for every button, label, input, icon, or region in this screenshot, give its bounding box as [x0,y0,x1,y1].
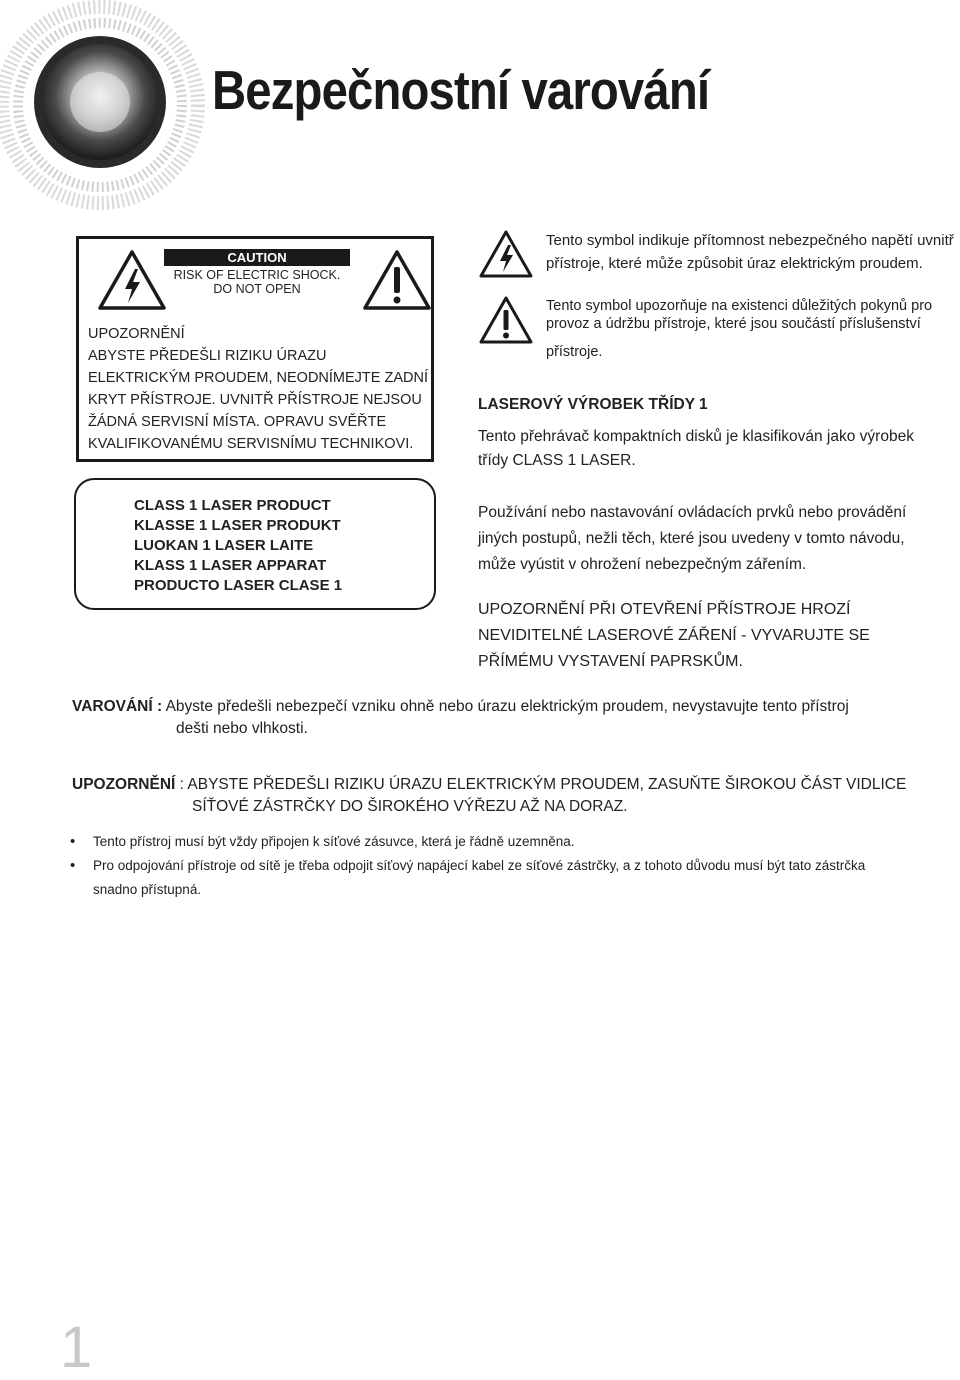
text-line: PŘÍMÉMU VYSTAVENÍ PAPRSKŮM. [478,653,743,670]
caution-line-1: RISK OF ELECTRIC SHOCK. [173,268,341,282]
laser-class-label-box [74,478,436,610]
plug-caution [72,774,906,818]
list-item [70,854,865,902]
caution-text: : ABYSTE PŘEDEŠLI RIZIKU ÚRAZU ELEKTRICKÝM PROUDEM, ZASUŇTE ŠIROKOU ČÁST VIDLICE [175,776,907,793]
list-item-text: • Tento přístroj musí být vždy připojen k síťové zásuvce, která je řádně uzemněna. [93,834,575,849]
text-line: jiných postupů, nežli těch, které jsou uvedeny v tomto návodu, [478,530,905,547]
caution-text-line: ABYSTE PŘEDEŠLI RIZIKU ÚRAZU [88,348,327,364]
warning-text: Abyste předešli nebezpečí vzniku ohně nebo úrazu elektrickým proudem, nevystavujte tento přístroj [162,698,849,715]
caution-label [164,249,350,296]
voltage-symbol-description [546,229,954,275]
text-line: Tento přehrávač kompaktních disků je klasifikován jako výrobek [478,428,914,445]
laser-class-lines [134,496,342,596]
list-item [70,830,865,854]
text-line: třídy CLASS 1 LASER. [478,452,636,469]
laser-class-line: KLASS 1 LASER APPARAT [134,557,327,574]
text-line: přístroje, které může způsobit úraz elektrickým proudem. [546,255,923,272]
caution-line-2: DO NOT OPEN [213,282,301,296]
warning-label: VAROVÁNÍ : [72,698,163,715]
caution-label-text: UPOZORNĚNÍ [72,776,176,793]
text-line: UPOZORNĚNÍ PŘI OTEVŘENÍ PŘÍSTROJE HROZÍ [478,601,851,618]
warning-text-continued: dešti nebo vlhkosti. [176,720,308,737]
page-title: Bezpečnostní varování [212,59,710,121]
laser-class-line: KLASSE 1 LASER PRODUKT [134,517,341,534]
fire-shock-warning [72,696,849,740]
caution-title: CAUTION [164,249,350,266]
page-number: 1 [60,1315,93,1380]
caution-text-line: UPOZORNĚNÍ [88,326,185,342]
text-line: Tento symbol upozorňuje na existenci důležitých pokynů pro [546,298,933,314]
open-device-warning [478,597,870,675]
caution-text-continued: SÍŤOVÉ ZÁSTRČKY DO ŠIROKÉHO VÝŘEZU AŽ NA DORAZ. [192,798,628,815]
bullet-list [70,830,865,902]
list-item-text: • Pro odpojování přístroje od sítě je třeba odpojit síťový napájecí kabel ze síťové zástrčky, a z tohoto důvodu musí být tato zástrčka [93,858,866,873]
text-line: Tento symbol indikuje přítomnost nebezpečného napětí uvnitř [546,232,954,249]
text-line: může vyústit v ohrožení nebezpečným zářením. [478,556,807,573]
caution-text-line: KRYT PŘÍSTROJE. UVNITŘ PŘÍSTROJE NEJSOU [88,392,422,408]
exclamation-triangle-icon [362,249,432,311]
laser-description [478,425,914,473]
exclamation-triangle-icon [478,295,534,345]
caution-text-line: ELEKTRICKÝM PROUDEM, NEODNÍMEJTE ZADNÍ [88,370,428,386]
laser-class-line: PRODUCTO LASER CLASE 1 [134,577,343,594]
text-line: přístroje. [546,344,603,360]
controls-warning [478,500,906,578]
caution-text-line: KVALIFIKOVANÉMU SERVISNÍMU TECHNIKOVI. [88,436,414,452]
caution-box [76,236,434,462]
text-line: provoz a údržbu přístroje, které jsou součástí příslušenství [546,316,921,332]
speaker-graphic-icon [0,0,210,215]
caution-text [88,323,433,455]
laser-class-line: LUOKAN 1 LASER LAITE [134,537,314,554]
list-item-text: snadno přístupná. [93,882,202,897]
lightning-bolt-triangle-icon [478,229,534,279]
laser-section-heading: LASEROVÝ VÝROBEK TŘÍDY 1 [478,396,708,413]
lightning-bolt-triangle-icon [97,249,167,311]
laser-class-line: CLASS 1 LASER PRODUCT [134,497,331,514]
attention-symbol-description [546,297,932,361]
text-line: NEVIDITELNÉ LASEROVÉ ZÁŘENÍ - VYVARUJTE SE [478,627,870,644]
caution-text-line: ŽÁDNÁ SERVISNÍ MÍSTA. OPRAVU SVĚŘTE [88,414,387,430]
text-line: Používání nebo nastavování ovládacích prvků nebo provádění [478,504,907,521]
